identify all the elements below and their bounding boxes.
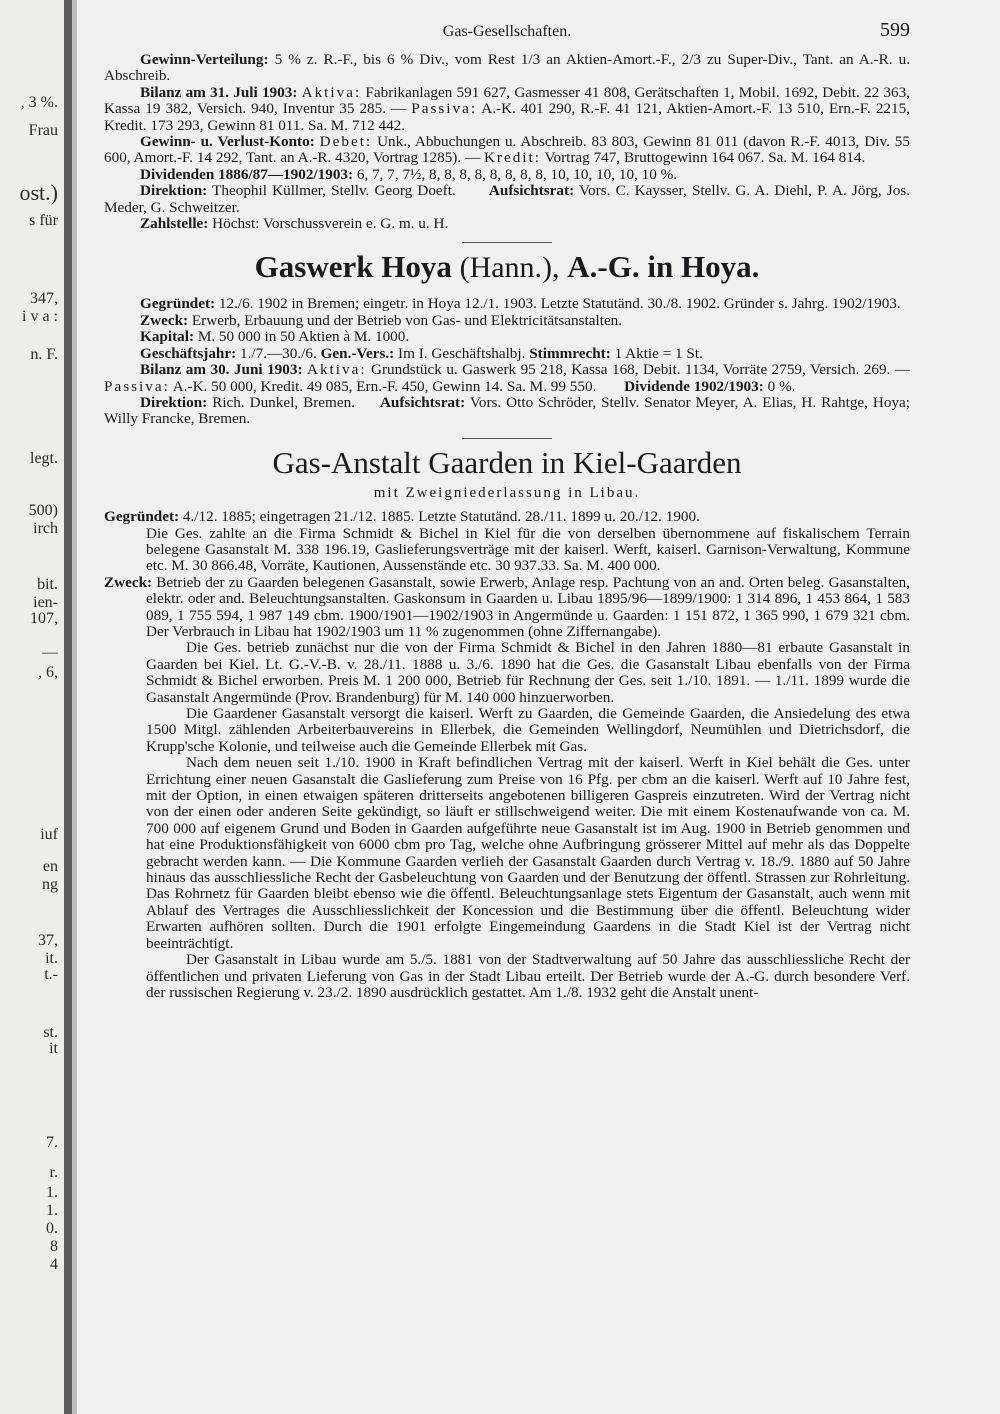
geschaeftsjahr: Geschäftsjahr: 1./7.—30./6. Gen.-Vers.: Im I. Geschäftshalbj. Stimmrecht: 1 Aktie = 1 St. — [140, 344, 703, 362]
paragraph-libau: Der Gasanstalt in Libau wurde am 5./5. 1881 von der Stadtverwaltung auf 50 Jahre das ausschliessliche Recht der öffentlichen und privaten Lieferung von Gas in der Stadt Libau erteilt. Der Betrieb wurde der A.-G. durch besondere Verf. der russischen Regierung v. 23./2. 1890 ausdrücklich gestattet. Am 1./8. 1932 geht die Anstalt unent- — [146, 951, 910, 1001]
margin-fragment: 37, — [38, 932, 58, 949]
binding-edge — [72, 0, 77, 1414]
margin-fragment: ost.) — [19, 180, 58, 205]
kapital: Kapital: M. 50 000 in 50 Aktien à M. 1000. — [140, 328, 410, 346]
margin-fragment: irch — [33, 520, 58, 537]
margin-fragment: 500) — [28, 502, 58, 519]
margin-fragment: r. — [49, 1164, 58, 1181]
company-subtitle: mit Zweigniederlassung in Libau. — [373, 484, 641, 501]
section-previous-company — [104, 52, 910, 232]
margin-fragment: s für — [29, 212, 58, 229]
margin-fragment: bit. — [37, 576, 58, 593]
page-number: 599 — [880, 19, 910, 41]
dividenden: Dividenden 1886/87—1902/1903: 6, 7, 7, 7½, 8, 8, 8, 8, 8, 8, 8, 8, 10, 10, 10, 10, 10 %. — [140, 165, 678, 183]
margin-fragment: it — [49, 1040, 58, 1057]
margin-fragment: 1. — [46, 1184, 58, 1201]
bilanz: Bilanz am 31. Juli 1903: Aktiva: Fabrikanlagen 591 627, Gasmesser 41 808, Gerätschaften 1, Mobil. 1692, Debit. 22 363, Kassa 19 382, Versich. 940, Inventur 35 285. — Passiva: A.-K. 401 290, R.-F. 41 121, Aktien-Amort.-F. 13 510, Ern.-F. 2215, Kredit. 173 293, Gewinn 81 011. Sa. M. 712 442. — [104, 83, 911, 134]
page-content — [104, 19, 911, 1001]
company-title: Gaswerk Hoya (Hann.), A.-G. in Hoya. — [254, 249, 760, 285]
margin-fragment: Frau — [28, 122, 58, 139]
section-divider — [462, 242, 552, 243]
margin-fragment: ng — [42, 876, 58, 893]
margin-fragment: — — [42, 644, 58, 661]
margin-fragment: , 3 %. — [20, 94, 58, 111]
zweck: Zweck: Betrieb der zu Gaarden belegenen Gasanstalt, sowie Erwerb, Anlage resp. Pachtung von an and. Orten beleg. Gasanstalten, elektr. oder and. Beleuchtungsanstalten. Gaskonsum in Gaarden u. Libau 1895/96—1899/1900: 1 314 896, 1 453 864, 1 583 089, 1 755 594, 1 987 149 cbm. 1900/1901—1902/1903 in Angermünde u. Gaarden: 1 151 872, 1 365 990, 1 679 321 cbm. Der Verbrauch in Libau hat 1902/1903 um 11 % zugenommen (ohne Ziffernangabe). — [104, 573, 910, 640]
running-head: Gas-Gesellschaften. — [442, 23, 572, 40]
margin-fragment: it. — [45, 950, 58, 967]
left-margin — [0, 0, 66, 1414]
gewinn-verteilung: Gewinn-Verteilung: 5 % z. R.-F., bis 6 % Div., vom Rest 1/3 an Aktien-Amort.-F., 2/3 zu Super-Div., Tant. an A.-R. u. Abschreib. — [104, 51, 911, 85]
margin-fragment: t.- — [44, 966, 58, 983]
gegruendet: Gegründet: 12./6. 1902 in Bremen; eingetr. in Hoya 12./1. 1903. Letzte Statutänd. 30./8. 1902. Gründer s. Jahrg. 1902/1903. — [140, 295, 901, 313]
paragraph-history: Die Ges. betrieb zunächst nur die von der Firma Schmidt & Bichel in den Jahren 1880—81 erbaute Gasanstalt in Gaarden bei Kiel. Lt. G.-V.-B. v. 28./11. 1888 u. 3./6. 1890 hat die Ges. die Gasanstalt Libau ebenfalls von der Firma Schmidt & Bichel erworben. Preis M. 1 200 000, Betrieb für Rechnung der Ges. seit 1./10. 1891. — 1./11. 1899 wurde die Gasanstalt Angermünde (Prov. Brandenburg) für M. 140 000 hinzuerworben. — [146, 639, 910, 706]
binding-shadow — [64, 0, 72, 1414]
direktion: Direktion: Rich. Dunkel, Bremen. Aufsichtsrat: Vors. Otto Schröder, Stellv. Senator Meyer, A. Elias, H. Rahtge, Hoya; Willy Francke, Bremen. — [104, 393, 911, 428]
section-gas-anstalt-gaarden — [104, 445, 910, 1002]
company-title: Gas-Anstalt Gaarden in Kiel-Gaarden — [272, 444, 742, 480]
margin-fragment: 8 — [50, 1238, 58, 1255]
direktion: Direktion: Theophil Küllmer, Stellv. Georg Doeft. Aufsichtsrat: Vors. C. Kaysser, Stellv. G. A. Diehl, P. A. Jörg, Jos. Meder, G. Schweitzer. — [104, 182, 910, 216]
zahlstelle: Zahlstelle: Höchst: Vorschussverein e. G. m. u. H. — [140, 215, 449, 233]
gegruendet-details: Die Ges. zahlte an die Firma Schmidt & Bichel in Kiel für die von derselben übernommene auf fiskalischem Terrain belegene Gasanstalt M. 338 196.19, Gaslieferungsverträge mit der kaiserl. Werft, kaiserl. Garnison-Verwaltung, Kommune etc. M. 30 866.48, Vorräte, Kautionen, Aussenstände etc. 30 937.33. Sa. M. 400 000. — [146, 524, 910, 575]
margin-fragment: 7. — [46, 1134, 58, 1151]
margin-fragment: st. — [43, 1024, 58, 1041]
gewinn-verlust-konto: Gewinn- u. Verlust-Konto: Debet: Unk., Abbuchungen u. Abschreib. 83 803, Gewinn 81 011 (davon R.-F. 4013, Div. 55 600, Amort.-F. 14 292, Tant. an A.-R. 4320, Vortrag 1285). — Kredit: Vortrag 747, Bruttogewinn 164 067. Sa. M. 164 814. — [104, 133, 910, 167]
zweck: Zweck: Erwerb, Erbauung und der Betrieb von Gas- und Elektricitätsanstalten. — [140, 311, 623, 329]
bilanz: Bilanz am 30. Juni 1903: Aktiva: Grundstück u. Gaswerk 95 218, Kassa 168, Debit. 1134, Vorräte 2759, Versich. 269. — Passiva: A.-K. 50 000, Kredit. 49 085, Ern.-F. 450, Gewinn 14. Sa. M. 99 550. Dividende 1902/1903: 0 %. — [104, 361, 910, 395]
margin-fragment: , 6, — [38, 664, 58, 681]
section-gaswerk-hoya — [104, 249, 910, 427]
paragraph-contract: Nach dem neuen seit 1./10. 1900 in Kraft befindlichen Vertrag mit der kaiserl. Werft in Kiel behält die Ges. unter Errichtung einer neuen Gasanstalt die Gaslieferung zum Preise von 16 Pfg. per cbm an die kaiserl. Werft auf 10 Jahre fest, mit der Option, in einen etwaigen späteren dritterseits angebotenen billigeren Gaspreis einzutreten. Wird der Vertrag nicht von der einen oder anderen Seite gekündigt, so läuft er stillschweigend weiter. Die mit einem Kostenaufwande von ca. M. 700 000 auf eigenem Grund und Boden in Gaarden aufgeführte neue Gasanstalt ist im Aug. 1900 in Betrieb genommen und hat eine Produktionsfähigkeit von 6000 cbm pro Tag, welche ohne Aufbringung grösserer Mittel auf mehr als das Doppelte gebracht werden kann. — Die Kommune Gaarden verlieh der Gasanstalt Gaarden durch Vertrag v. 18./9. 1880 auf 50 Jahre hinaus das ausschliessliche Recht der Gasbeleuchtung von Gaarden und der Benutzung der öffentl. Strassen zur Rohrleitung. Das Rohrnetz für Gaarden bleibt ebenso wie die öffentl. Beleuchtungsanlage stets Eigentum der Gasanstalt, auch wenn mit Ablauf des Vertrages die Ausschliesslichkeit der Koncession und die Bestimmung über die öffentl. Beleuchtung wider Erwarten aufhören sollten. Durch die 1901 erfolgte Eingemeindung Gaardens in die Stadt Kiel ist der Vertrag nicht beeinträchtigt. — [146, 754, 910, 952]
paragraph-supply: Die Gaardener Gasanstalt versorgt die kaiserl. Werft zu Gaarden, die Gemeinde Gaarden, die Ansiedelung des etwa 1500 Mitgl. zählenden Arbeiterbauvereins in Ellerbek, die Gemeinden Wellingdorf, Neumühlen und Dietrichsdorf, die Krupp'sche Kolonie, und teilweise auch die Gemeinde Ellerbek mit Gas. — [146, 705, 910, 755]
page-header — [104, 19, 910, 52]
margin-fragment: en — [42, 858, 58, 875]
margin-fragment: n. F. — [30, 346, 58, 363]
gegruendet: Gegründet: 4./12. 1885; eingetragen 21./12. 1885. Letzte Statutänd. 28./11. 1899 u. 20./12. 1900. — [104, 508, 700, 526]
margin-fragment: iuf — [40, 826, 58, 843]
margin-fragment: 1. — [46, 1202, 58, 1219]
margin-fragment: 4 — [50, 1256, 58, 1273]
margin-fragment: legt. — [30, 450, 58, 467]
margin-fragment: 107, — [30, 610, 58, 627]
margin-fragment: ien- — [33, 594, 58, 611]
margin-fragment: 347, — [30, 290, 58, 307]
margin-fragment: 0. — [46, 1220, 58, 1237]
section-divider — [462, 438, 552, 439]
margin-fragment: i v a : — [22, 308, 58, 325]
